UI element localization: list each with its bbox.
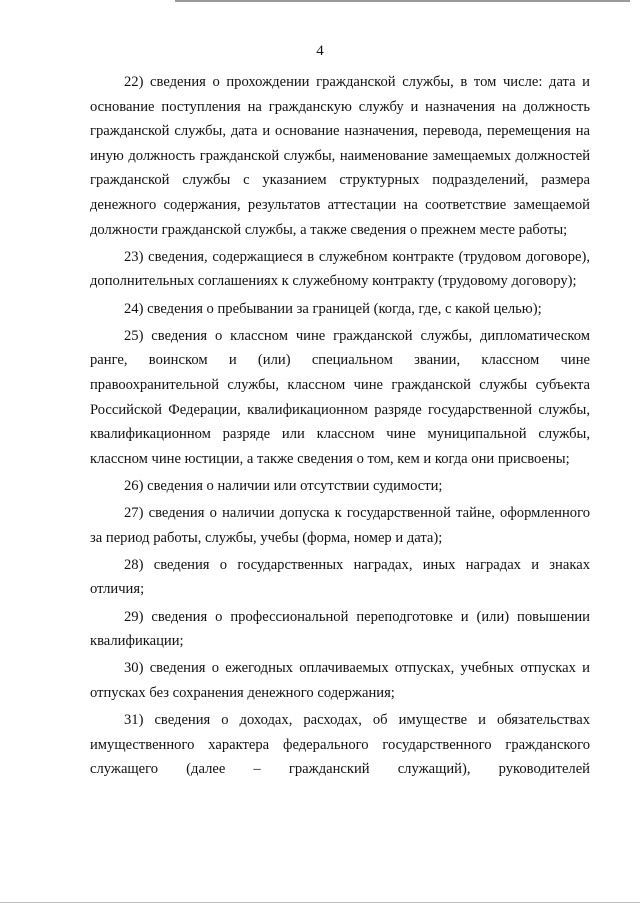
list-item-25: 25) сведения о классном чине гражданской службы, дипломатическом ранге, воинском и (или) специальном звании, классном чине правоохранительной службы, классном чине гражданской службы субъекта Российской Федерации, квалификационном разряде государственной службы, квалификационном разряде или классном чине муниципальной службы, классном чине юстиции, а также сведения о том, кем и когда они присвоены; xyxy=(90,327,590,467)
page-number: 4 xyxy=(316,43,324,59)
list-item-31: 31) сведения о доходах, расходах, об имуществе и обязательствах имущественного характера федерального государственного гражданского служащего (далее – гражданский служащий), руководителей xyxy=(90,712,590,778)
scan-top-edge xyxy=(175,0,630,2)
list-item-30: 30) сведения о ежегодных оплачиваемых отпусках, учебных отпусках и отпусках без сохранения денежного содержания; xyxy=(90,660,590,701)
list-item-29: 29) сведения о профессиональной переподготовке и (или) повышении квалификации; xyxy=(90,608,590,650)
list-item-24: 24) сведения о пребывании за границей (когда, где, с какой целью); xyxy=(124,300,542,317)
document-body xyxy=(90,70,590,782)
list-item-23: 23) сведения, содержащиеся в служебном контракте (трудовом договоре), дополнительных соглашениях к служебному контракту (трудовому договору); xyxy=(90,248,590,290)
list-item-28: 28) сведения о государственных наградах, иных наградах и знаках отличия; xyxy=(90,556,590,598)
list-item-26: 26) сведения о наличии или отсутствии судимости; xyxy=(124,477,443,494)
list-item-27: 27) сведения о наличии допуска к государственной тайне, оформленного за период работы, службы, учебы (форма, номер и дата); xyxy=(90,505,590,546)
list-item-22: 22) сведения о прохождении гражданской службы, в том числе: дата и основание поступления на гражданскую службу и назначения на должность гражданской службы, дата и основание назначения, перевода, перемещения на иную должность гражданской службы, наименование замещаемых должностей гражданской службы с указанием структурных подразделений, размера денежного содержания, результатов аттестации на соответствие замещаемой должности гражданской службы, а также сведения о прежнем месте работы; xyxy=(90,74,590,238)
